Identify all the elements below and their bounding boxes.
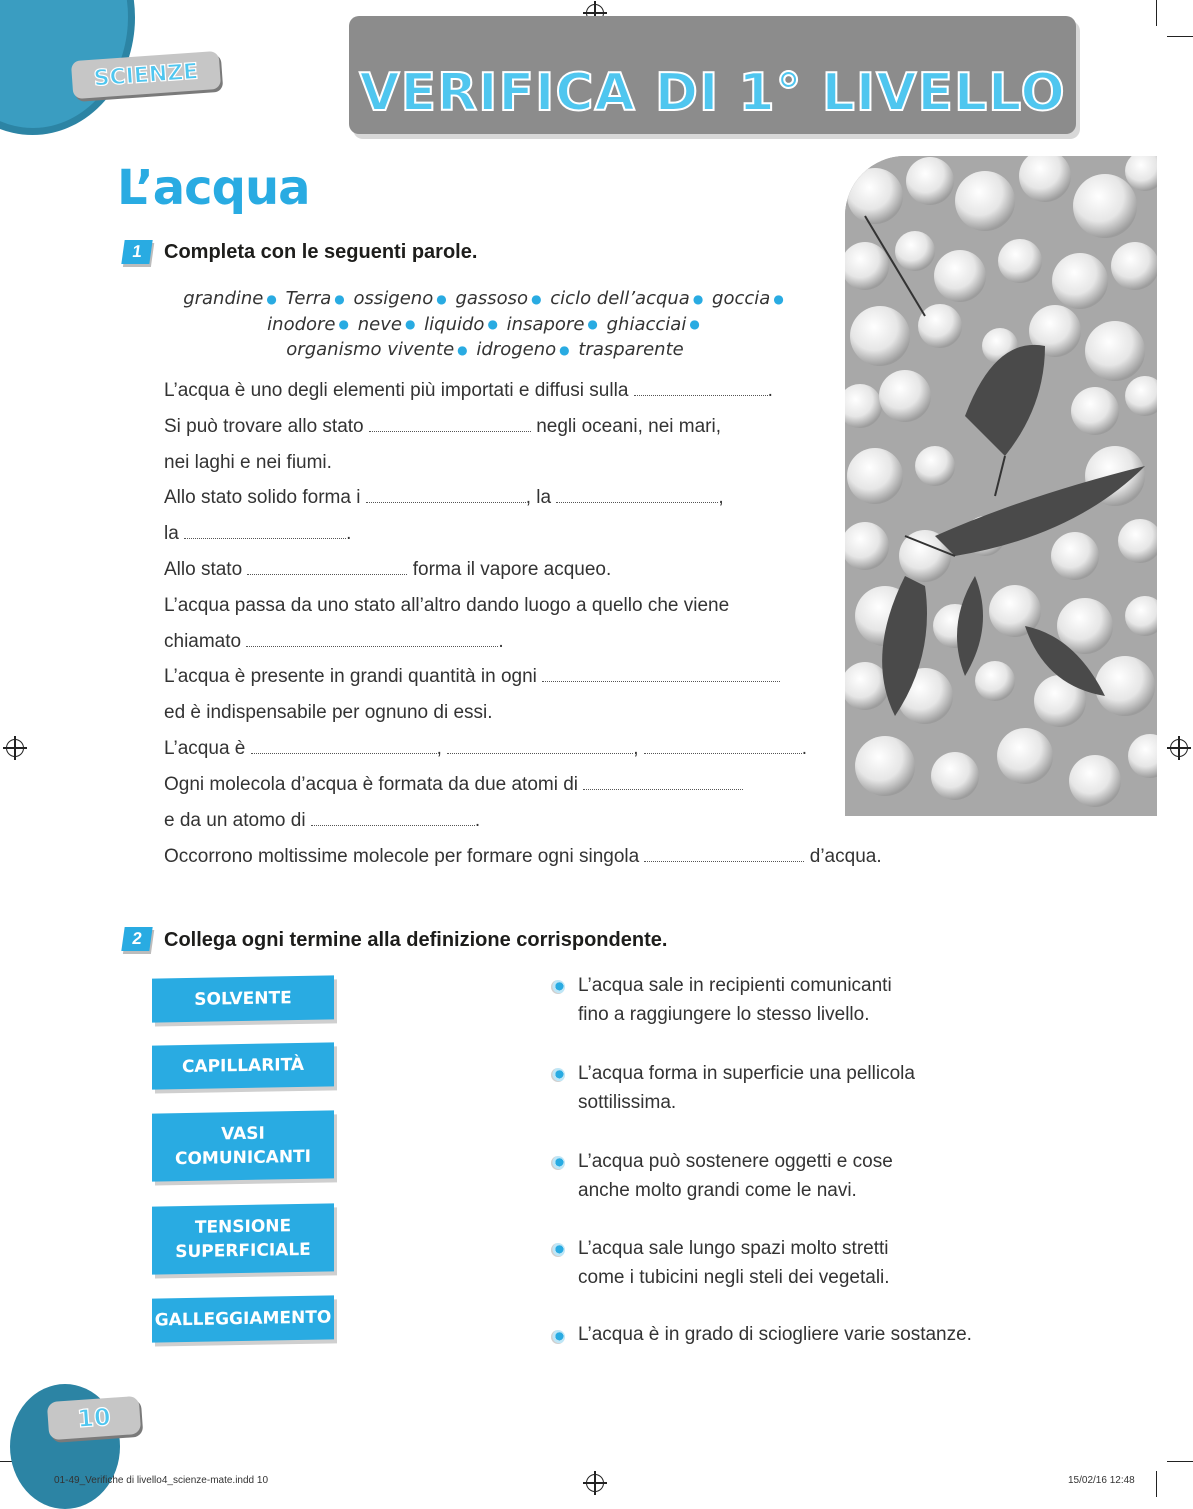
text-line (164, 810, 480, 832)
definition-line: L’acqua sale in recipienti comunicanti (578, 975, 892, 996)
word-bank-line (140, 286, 830, 312)
term-label: TENSIONE (194, 1216, 292, 1238)
line-text: la (164, 523, 179, 544)
text-line (164, 559, 611, 581)
line-text: Occorrono moltissime molecole per formare ogni singola (164, 846, 640, 867)
bullet-dot-icon: ● (587, 317, 598, 331)
answer-blank[interactable] (644, 847, 804, 862)
file-slug: 01-49_Verifiche di livello4_scienze-mate.indd 10 (54, 1475, 269, 1486)
term-tensione-superficiale[interactable] (152, 1203, 334, 1274)
bullet-dot-icon[interactable] (551, 980, 565, 994)
bullet-dot-icon: ● (773, 291, 784, 306)
term-solvente[interactable] (152, 975, 334, 1022)
text-line (164, 702, 493, 724)
term-galleggiamento[interactable] (152, 1295, 334, 1342)
exercise-2-number: 2 (121, 927, 152, 951)
crop-mark (1167, 36, 1193, 37)
text-line (164, 452, 332, 474)
line-text: . (767, 380, 773, 401)
answer-blank[interactable] (251, 739, 437, 754)
line-text: e da un atomo di (164, 810, 306, 831)
bullet-dot-icon: ● (692, 291, 704, 306)
line-text: , (718, 487, 724, 508)
word: ossigeno (353, 288, 434, 309)
word: inodore (267, 313, 336, 335)
word: insapore (506, 313, 585, 335)
registration-mark-icon (6, 739, 24, 757)
word: ghiacciai (606, 313, 687, 335)
line-text: forma il vapore acqueo. (412, 559, 612, 580)
definition (578, 1147, 893, 1205)
line-text: Allo stato solido forma i (164, 487, 361, 508)
word: liquido (424, 313, 485, 335)
text-line (164, 487, 724, 509)
bullet-dot-icon: ● (457, 342, 468, 357)
hail-photo (845, 156, 1157, 816)
definition-line: anche molto grandi come le navi. (578, 1180, 857, 1201)
hail-photo-graphic (845, 156, 1157, 816)
exercise-1-instruction: Completa con le seguenti parole. (164, 241, 478, 263)
bullet-dot-icon[interactable] (551, 1243, 565, 1257)
definition (578, 1059, 915, 1117)
bullet-dot-icon: ● (334, 291, 345, 306)
term-capillarita[interactable] (152, 1042, 334, 1089)
text-line (164, 523, 351, 545)
definition-line: come i tubicini negli steli dei vegetali. (578, 1267, 890, 1288)
definition (578, 1320, 972, 1349)
line-text: chiamato (164, 631, 242, 652)
bullet-dot-icon: ● (559, 342, 570, 357)
word: idrogeno (476, 339, 557, 360)
term-label: COMUNICANTI (175, 1146, 311, 1170)
page-number: 10 (76, 1402, 112, 1434)
word-bank (140, 286, 830, 363)
banner-title: VERIFICA DI 1° LIVELLO (359, 63, 1066, 123)
answer-blank[interactable] (583, 775, 743, 790)
definition-line: L’acqua sale lungo spazi molto stretti (578, 1238, 889, 1259)
line-text: Allo stato (164, 559, 243, 580)
exercise-1-number: 1 (121, 240, 152, 264)
line-text: . (474, 810, 481, 831)
answer-blank[interactable] (634, 381, 768, 396)
word: gassoso (455, 288, 529, 309)
bullet-dot-icon: ● (338, 317, 349, 331)
crop-mark (1156, 1471, 1157, 1497)
subject-label: SCIENZE (92, 58, 200, 92)
title-banner (349, 16, 1076, 134)
line-text: nei laghi e nei fiumi. (164, 452, 332, 473)
bullet-dot-icon[interactable] (551, 1330, 565, 1344)
bullet-dot-icon: ● (266, 291, 277, 306)
answer-blank[interactable] (542, 667, 780, 682)
term-vasi-comunicanti[interactable] (152, 1110, 334, 1181)
line-text: , (633, 738, 639, 759)
answer-blank[interactable] (369, 417, 531, 432)
line-text: L’acqua è uno degli elementi più importati e diffusi sulla (164, 380, 629, 401)
text-line (164, 631, 504, 653)
answer-blank[interactable] (644, 739, 802, 754)
line-text: Ogni molecola d’acqua è formata da due atomi di (164, 774, 579, 795)
answer-blank[interactable] (311, 811, 475, 826)
line-text: L’acqua è presente in grandi quantità in ogni (164, 666, 537, 687)
exercise-2-instruction: Collega ogni termine alla definizione corrispondente. (164, 929, 668, 951)
term-label: SOLVENTE (194, 988, 292, 1010)
word: trasparente (578, 339, 684, 360)
line-text: Si può trovare allo stato (164, 416, 364, 437)
bullet-dot-icon: ● (689, 317, 700, 331)
text-line (164, 666, 780, 688)
line-text: , la (525, 487, 552, 508)
answer-blank[interactable] (247, 560, 407, 575)
text-line (164, 380, 773, 402)
bullet-dot-icon: ● (487, 317, 498, 331)
line-text: . (801, 738, 808, 759)
definition-line: L’acqua può sostenere oggetti e cose (578, 1151, 893, 1172)
term-label: SUPERFICIALE (175, 1239, 311, 1263)
answer-blank[interactable] (447, 739, 633, 754)
word: goccia (712, 288, 771, 309)
word: ciclo dell’acqua (550, 288, 690, 309)
text-line (164, 774, 743, 796)
registration-mark-icon (1170, 739, 1188, 757)
word: Terra (285, 288, 332, 309)
word: organismo vivente (286, 339, 455, 360)
text-line (164, 738, 807, 760)
bullet-dot-icon: ● (436, 291, 447, 306)
answer-blank[interactable] (246, 632, 498, 647)
term-label: CAPILLARITÀ (181, 1054, 305, 1078)
bullet-dot-icon: ● (404, 317, 416, 331)
date-slug: 15/02/16 12:48 (1068, 1475, 1135, 1486)
definition (578, 1234, 890, 1292)
page-title: L’acqua (117, 160, 310, 216)
word: neve (357, 313, 402, 335)
line-text: d’acqua. (809, 846, 882, 867)
line-text: . (498, 631, 504, 652)
term-label: VASI (221, 1123, 265, 1145)
term-label: GALLEGGIAMENTO (154, 1307, 332, 1331)
definition-line: sottilissima. (578, 1092, 677, 1113)
crop-mark (1156, 0, 1157, 26)
line-text: . (346, 523, 352, 544)
text-line (164, 416, 721, 438)
registration-mark-icon (586, 1474, 604, 1492)
word-bank-line (140, 312, 830, 338)
definition-line: L’acqua è in grado di sciogliere varie sostanze. (578, 1324, 972, 1345)
definition-line: L’acqua forma in superficie una pellicola (578, 1063, 915, 1084)
line-text: L’acqua è (164, 738, 246, 759)
definition (578, 971, 892, 1029)
answer-blank[interactable] (366, 488, 526, 503)
word: grandine (183, 288, 264, 309)
answer-blank[interactable] (556, 488, 718, 503)
crop-mark (1167, 1461, 1193, 1462)
line-text: ed è indispensabile per ognuno di essi. (164, 702, 493, 723)
bullet-dot-icon: ● (531, 291, 542, 306)
text-line (164, 846, 882, 868)
text-line (164, 595, 729, 617)
line-text: , (436, 738, 442, 759)
line-text: L’acqua passa da uno stato all’altro dando luogo a quello che viene (164, 595, 730, 616)
bullet-dot-icon[interactable] (551, 1068, 565, 1082)
word-bank-line (140, 337, 830, 363)
line-text: negli oceani, nei mari, (536, 416, 722, 437)
answer-blank[interactable] (184, 524, 346, 539)
definition-line: fino a raggiungere lo stesso livello. (578, 1004, 870, 1025)
bullet-dot-icon[interactable] (551, 1156, 565, 1170)
page-number-tag (47, 1396, 141, 1440)
